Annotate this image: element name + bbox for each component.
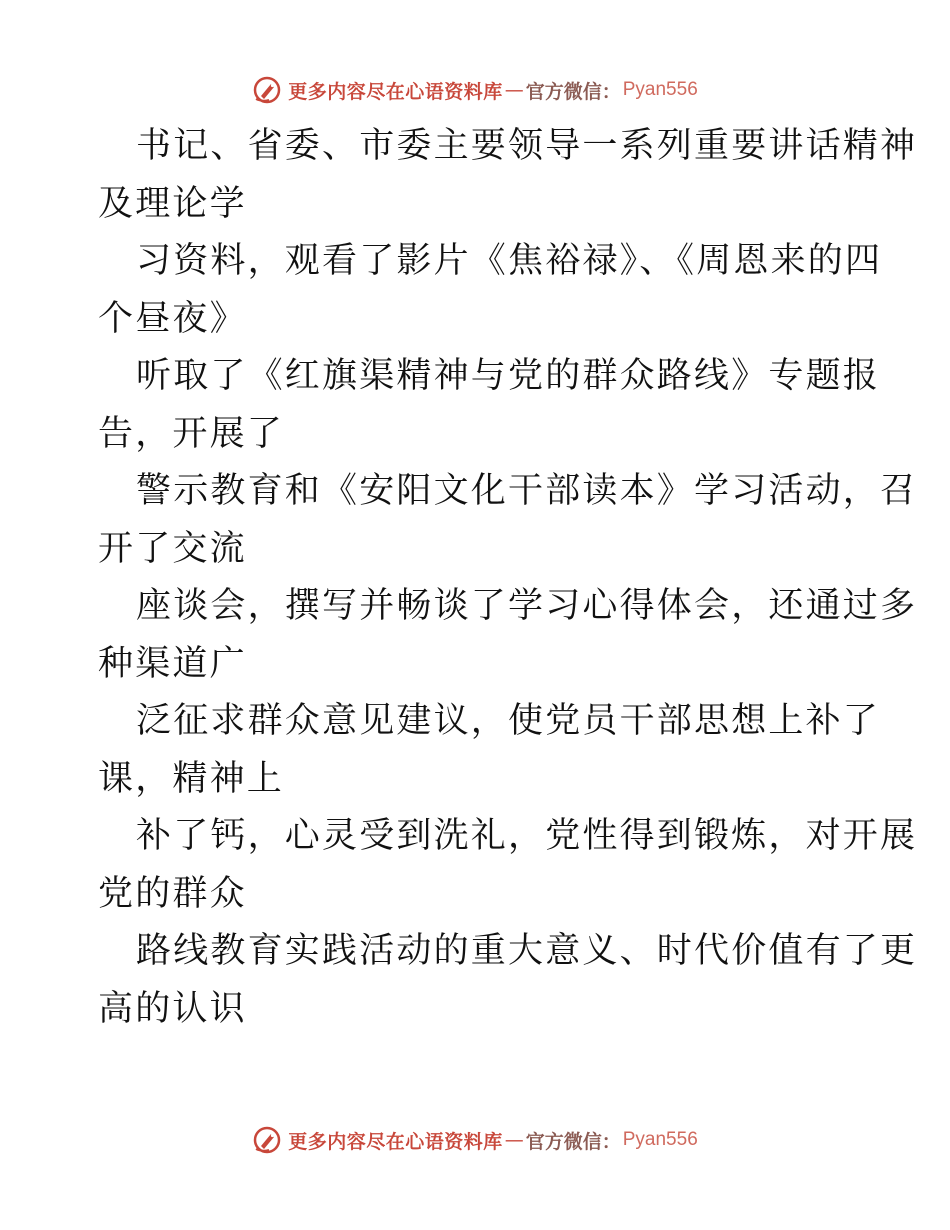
banner-library-text: 更多内容尽在心语资料库 [288, 80, 503, 103]
body-line: 泛征求群众意见建议，使党员干部思想上补了 [136, 701, 881, 741]
body-line: 课，精神上 [98, 758, 285, 799]
body-line: 路线教育实践活动的重大意义、时代价值有了更 [136, 931, 918, 971]
banner-wechat-id: Pyan556 [622, 1129, 698, 1150]
banner-wechat-label: 官方微信： [525, 80, 621, 103]
body-line: 党的群众 [98, 873, 247, 914]
banner-dash: — [504, 79, 524, 101]
pen-logo-icon [252, 1125, 282, 1155]
body-line: 种渠道广 [98, 643, 247, 684]
body-line: 开了交流 [98, 528, 247, 569]
body-line: 及理论学 [98, 183, 247, 224]
body-line: 高的认识 [98, 988, 247, 1029]
body-line: 个昼夜》 [98, 298, 247, 339]
pen-logo-icon [252, 75, 282, 105]
body-line: 告，开展了 [98, 413, 285, 454]
body-line: 书记、省委、市委主要领导一系列重要讲话精神 [136, 126, 918, 166]
banner-wechat-label: 官方微信： [525, 1130, 621, 1153]
body-line: 习资料，观看了影片《焦裕禄》、《周恩来的四 [136, 241, 883, 281]
body-line: 座谈会，撰写并畅谈了学习心得体会，还通过多 [136, 586, 918, 626]
banner-library-text: 更多内容尽在心语资料库 [288, 1130, 503, 1153]
body-line: 补了钙，心灵受到洗礼，党性得到锻炼，对开展 [136, 816, 918, 856]
banner-wechat-id: Pyan556 [622, 79, 698, 100]
document-body [98, 118, 918, 1038]
body-line: 警示教育和《安阳文化干部读本》学习活动，召 [136, 471, 918, 511]
footer-banner [0, 1120, 950, 1160]
banner-dash: — [504, 1129, 524, 1151]
header-banner [0, 70, 950, 110]
body-line: 听取了《红旗渠精神与党的群众路线》专题报 [136, 356, 881, 396]
